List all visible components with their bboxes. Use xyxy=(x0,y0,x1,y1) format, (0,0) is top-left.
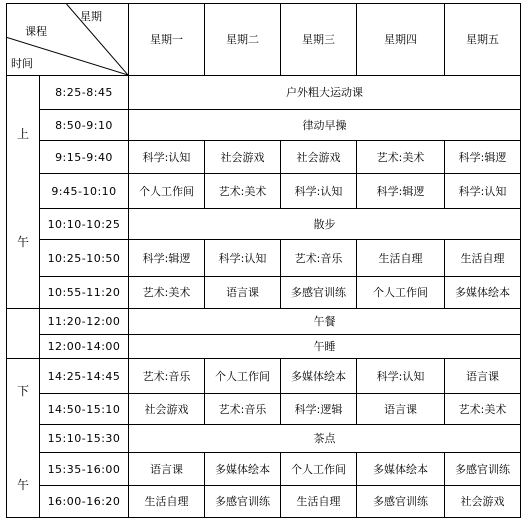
course-cell: 科学:认知 xyxy=(357,359,445,394)
time-cell: 10:10-10:25 xyxy=(40,209,129,240)
course-cell: 语言课 xyxy=(205,277,281,309)
course-cell: 语言课 xyxy=(129,453,205,486)
header-row xyxy=(7,4,521,76)
table-row xyxy=(7,209,521,240)
course-cell: 多感官训练 xyxy=(205,486,281,518)
activity-span-cell: 散步 xyxy=(129,209,521,240)
table-row xyxy=(7,394,521,425)
course-cell: 社会游戏 xyxy=(129,394,205,425)
corner-weekday-label: 星期 xyxy=(80,10,102,23)
time-cell: 9:45-10:10 xyxy=(40,174,129,209)
course-cell: 艺术:音乐 xyxy=(281,240,357,277)
course-cell: 多媒体绘本 xyxy=(281,359,357,394)
table-row xyxy=(7,309,521,335)
time-cell: 10:25-10:50 xyxy=(40,240,129,277)
course-cell: 个人工作间 xyxy=(205,359,281,394)
course-cell: 社会游戏 xyxy=(281,141,357,174)
day-header-mon: 星期一 xyxy=(129,4,205,76)
period-cell-noon xyxy=(7,309,40,359)
time-cell: 8:50-9:10 xyxy=(40,110,129,141)
course-cell: 科学:辑逻 xyxy=(129,240,205,277)
activity-span-cell: 律动早操 xyxy=(129,110,521,141)
course-cell: 艺术:美术 xyxy=(357,141,445,174)
time-cell: 15:35-16:00 xyxy=(40,453,129,486)
activity-span-cell: 茶点 xyxy=(129,425,521,453)
course-cell: 语言课 xyxy=(445,359,521,394)
table-row xyxy=(7,240,521,277)
activity-span-cell: 午睡 xyxy=(129,335,521,359)
schedule-table xyxy=(6,3,521,518)
activity-span-cell: 午餐 xyxy=(129,309,521,335)
table-row xyxy=(7,486,521,518)
period-label-am-top: 上 xyxy=(16,127,29,141)
course-cell: 个人工作间 xyxy=(129,174,205,209)
time-cell: 12:00-14:00 xyxy=(40,335,129,359)
course-cell: 多感官训练 xyxy=(281,277,357,309)
course-cell: 科学:认知 xyxy=(445,174,521,209)
course-cell: 科学:辑逻 xyxy=(357,174,445,209)
corner-course-label: 课程 xyxy=(25,25,47,38)
course-cell: 多媒体绘本 xyxy=(445,277,521,309)
course-cell: 社会游戏 xyxy=(205,141,281,174)
course-cell: 社会游戏 xyxy=(445,486,521,518)
day-header-wed: 星期三 xyxy=(281,4,357,76)
course-cell: 艺术:音乐 xyxy=(129,359,205,394)
table-row xyxy=(7,453,521,486)
course-cell: 生活自理 xyxy=(445,240,521,277)
course-cell: 语言课 xyxy=(357,394,445,425)
course-cell: 艺术:音乐 xyxy=(205,394,281,425)
time-cell: 9:15-9:40 xyxy=(40,141,129,174)
time-cell: 10:55-11:20 xyxy=(40,277,129,309)
table-row xyxy=(7,359,521,394)
period-label-am-bottom: 午 xyxy=(16,235,29,249)
course-cell: 多感官训练 xyxy=(357,486,445,518)
time-cell: 16:00-16:20 xyxy=(40,486,129,518)
course-cell: 科学:逻辑 xyxy=(281,394,357,425)
table-row xyxy=(7,335,521,359)
course-cell: 多媒体绘本 xyxy=(205,453,281,486)
activity-span-cell: 户外粗大运动课 xyxy=(129,76,521,110)
corner-time-label: 时间 xyxy=(11,57,33,70)
period-cell-afternoon xyxy=(7,359,40,518)
time-cell: 11:20-12:00 xyxy=(40,309,129,335)
course-cell: 艺术:美术 xyxy=(445,394,521,425)
course-cell: 个人工作间 xyxy=(357,277,445,309)
corner-header-cell xyxy=(7,4,129,76)
course-cell: 生活自理 xyxy=(129,486,205,518)
course-cell: 生活自理 xyxy=(357,240,445,277)
table-row xyxy=(7,277,521,309)
table-row xyxy=(7,174,521,209)
course-cell: 多感官训练 xyxy=(445,453,521,486)
course-cell: 多媒体绘本 xyxy=(357,453,445,486)
time-cell: 8:25-8:45 xyxy=(40,76,129,110)
table-row xyxy=(7,425,521,453)
course-cell: 生活自理 xyxy=(281,486,357,518)
course-cell: 科学:辑逻 xyxy=(445,141,521,174)
course-cell: 个人工作间 xyxy=(281,453,357,486)
table-row xyxy=(7,76,521,110)
time-cell: 15:10-15:30 xyxy=(40,425,129,453)
course-cell: 艺术:美术 xyxy=(205,174,281,209)
table-row xyxy=(7,141,521,174)
time-cell: 14:50-15:10 xyxy=(40,394,129,425)
day-header-fri: 星期五 xyxy=(445,4,521,76)
course-cell: 科学:认知 xyxy=(281,174,357,209)
course-cell: 科学:认知 xyxy=(205,240,281,277)
day-header-thu: 星期四 xyxy=(357,4,445,76)
table-row xyxy=(7,110,521,141)
time-cell: 14:25-14:45 xyxy=(40,359,129,394)
period-label-pm-bottom: 午 xyxy=(16,478,29,492)
day-header-tue: 星期二 xyxy=(205,4,281,76)
course-cell: 科学:认知 xyxy=(129,141,205,174)
course-cell: 艺术:美术 xyxy=(129,277,205,309)
period-label-pm-top: 下 xyxy=(16,384,29,398)
period-cell-morning xyxy=(7,76,40,309)
